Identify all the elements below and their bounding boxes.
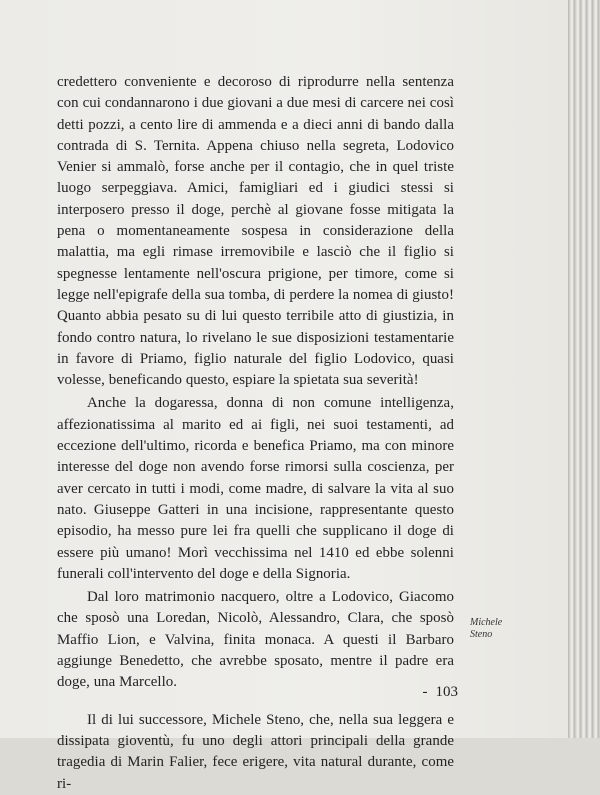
body-text <box>57 72 454 795</box>
book-gutter <box>568 0 600 738</box>
margin-note-line-2: Steno <box>470 629 493 640</box>
paragraph-3: Dal loro matrimonio nacquero, oltre a Lodovico, Giacomo che sposò una Loredan, Nicolò, Alessandro, Clara, che sposò Maffio Lion, e Valvina, finita monaca. A questi il Barbaro aggiunge Benedetto, che avrebbe sposato, mentre il padre era doge, una Marcello. <box>57 589 454 691</box>
margin-note-line-1: Michele <box>470 617 503 628</box>
paragraph-2: Anche la dogaressa, donna di non comune intelligenza, affezionatissima al marito ed ai figli, nei suoi testamenti, ad eccezione dell'ultimo, ricorda e benefica Priamo, ma con minore interesse del doge non avendo forse rimorsi sulla coscienza, per aver cercato in tutti i modi, come madre, di salvare la vita al suo nato. Giuseppe Gatteri in una incisione, rappresentante questo episodio, ha messo pure lei fra quelli che supplicano il doge di essere più umano! Morì vecchissima nel 1410 ed ebbe solenni funerali coll'intervento del doge e della Signoria. <box>57 395 454 582</box>
paragraph-1: credettero conveniente e decoroso di riprodurre nella sentenza con cui condannarono i due giovani a due mesi di carcere nei così detti pozzi, a cento lire di ammenda e a dieci anni di bando dalla contrada di S. Ternita. Appena chiuso nella segreta, Lodovico Venier si ammalò, forse anche per il contagio, che in quel triste luogo serpeggiava. Amici, famigliari ed i giudici stessi si interposero presso il doge, perchè al giovane fosse mitigata la pena o momentaneamente sospesa in considerazione della malattia, ma egli rimase irremovibile e lasciò che il figlio si spegnesse lentamente nell'oscura prigione, per timore, come si legge nell'epigrafe della sua tomba, di perdere la nomea di giusto! Quanto abbia pesato su di lui questo terribile atto di giustizia, in fondo contro natura, lo rivelano le sue disposizioni testamentarie in favore di Priamo, figlio naturale del figlio Lodovico, quasi volesse, beneficando questo, espiare la spietata sua severità! <box>57 74 454 389</box>
page-number <box>408 684 458 701</box>
margin-note <box>470 617 530 641</box>
paragraph-4: Il di lui successore, Michele Steno, che, nella sua leggera e dissipata gioventù, fu uno degli attori principali della grande tragedia di Marin Falier, fece erigere, vita natural durante, come ri- <box>57 711 454 792</box>
page-number-dash: - <box>422 684 428 700</box>
page-number-value: 103 <box>435 684 458 700</box>
